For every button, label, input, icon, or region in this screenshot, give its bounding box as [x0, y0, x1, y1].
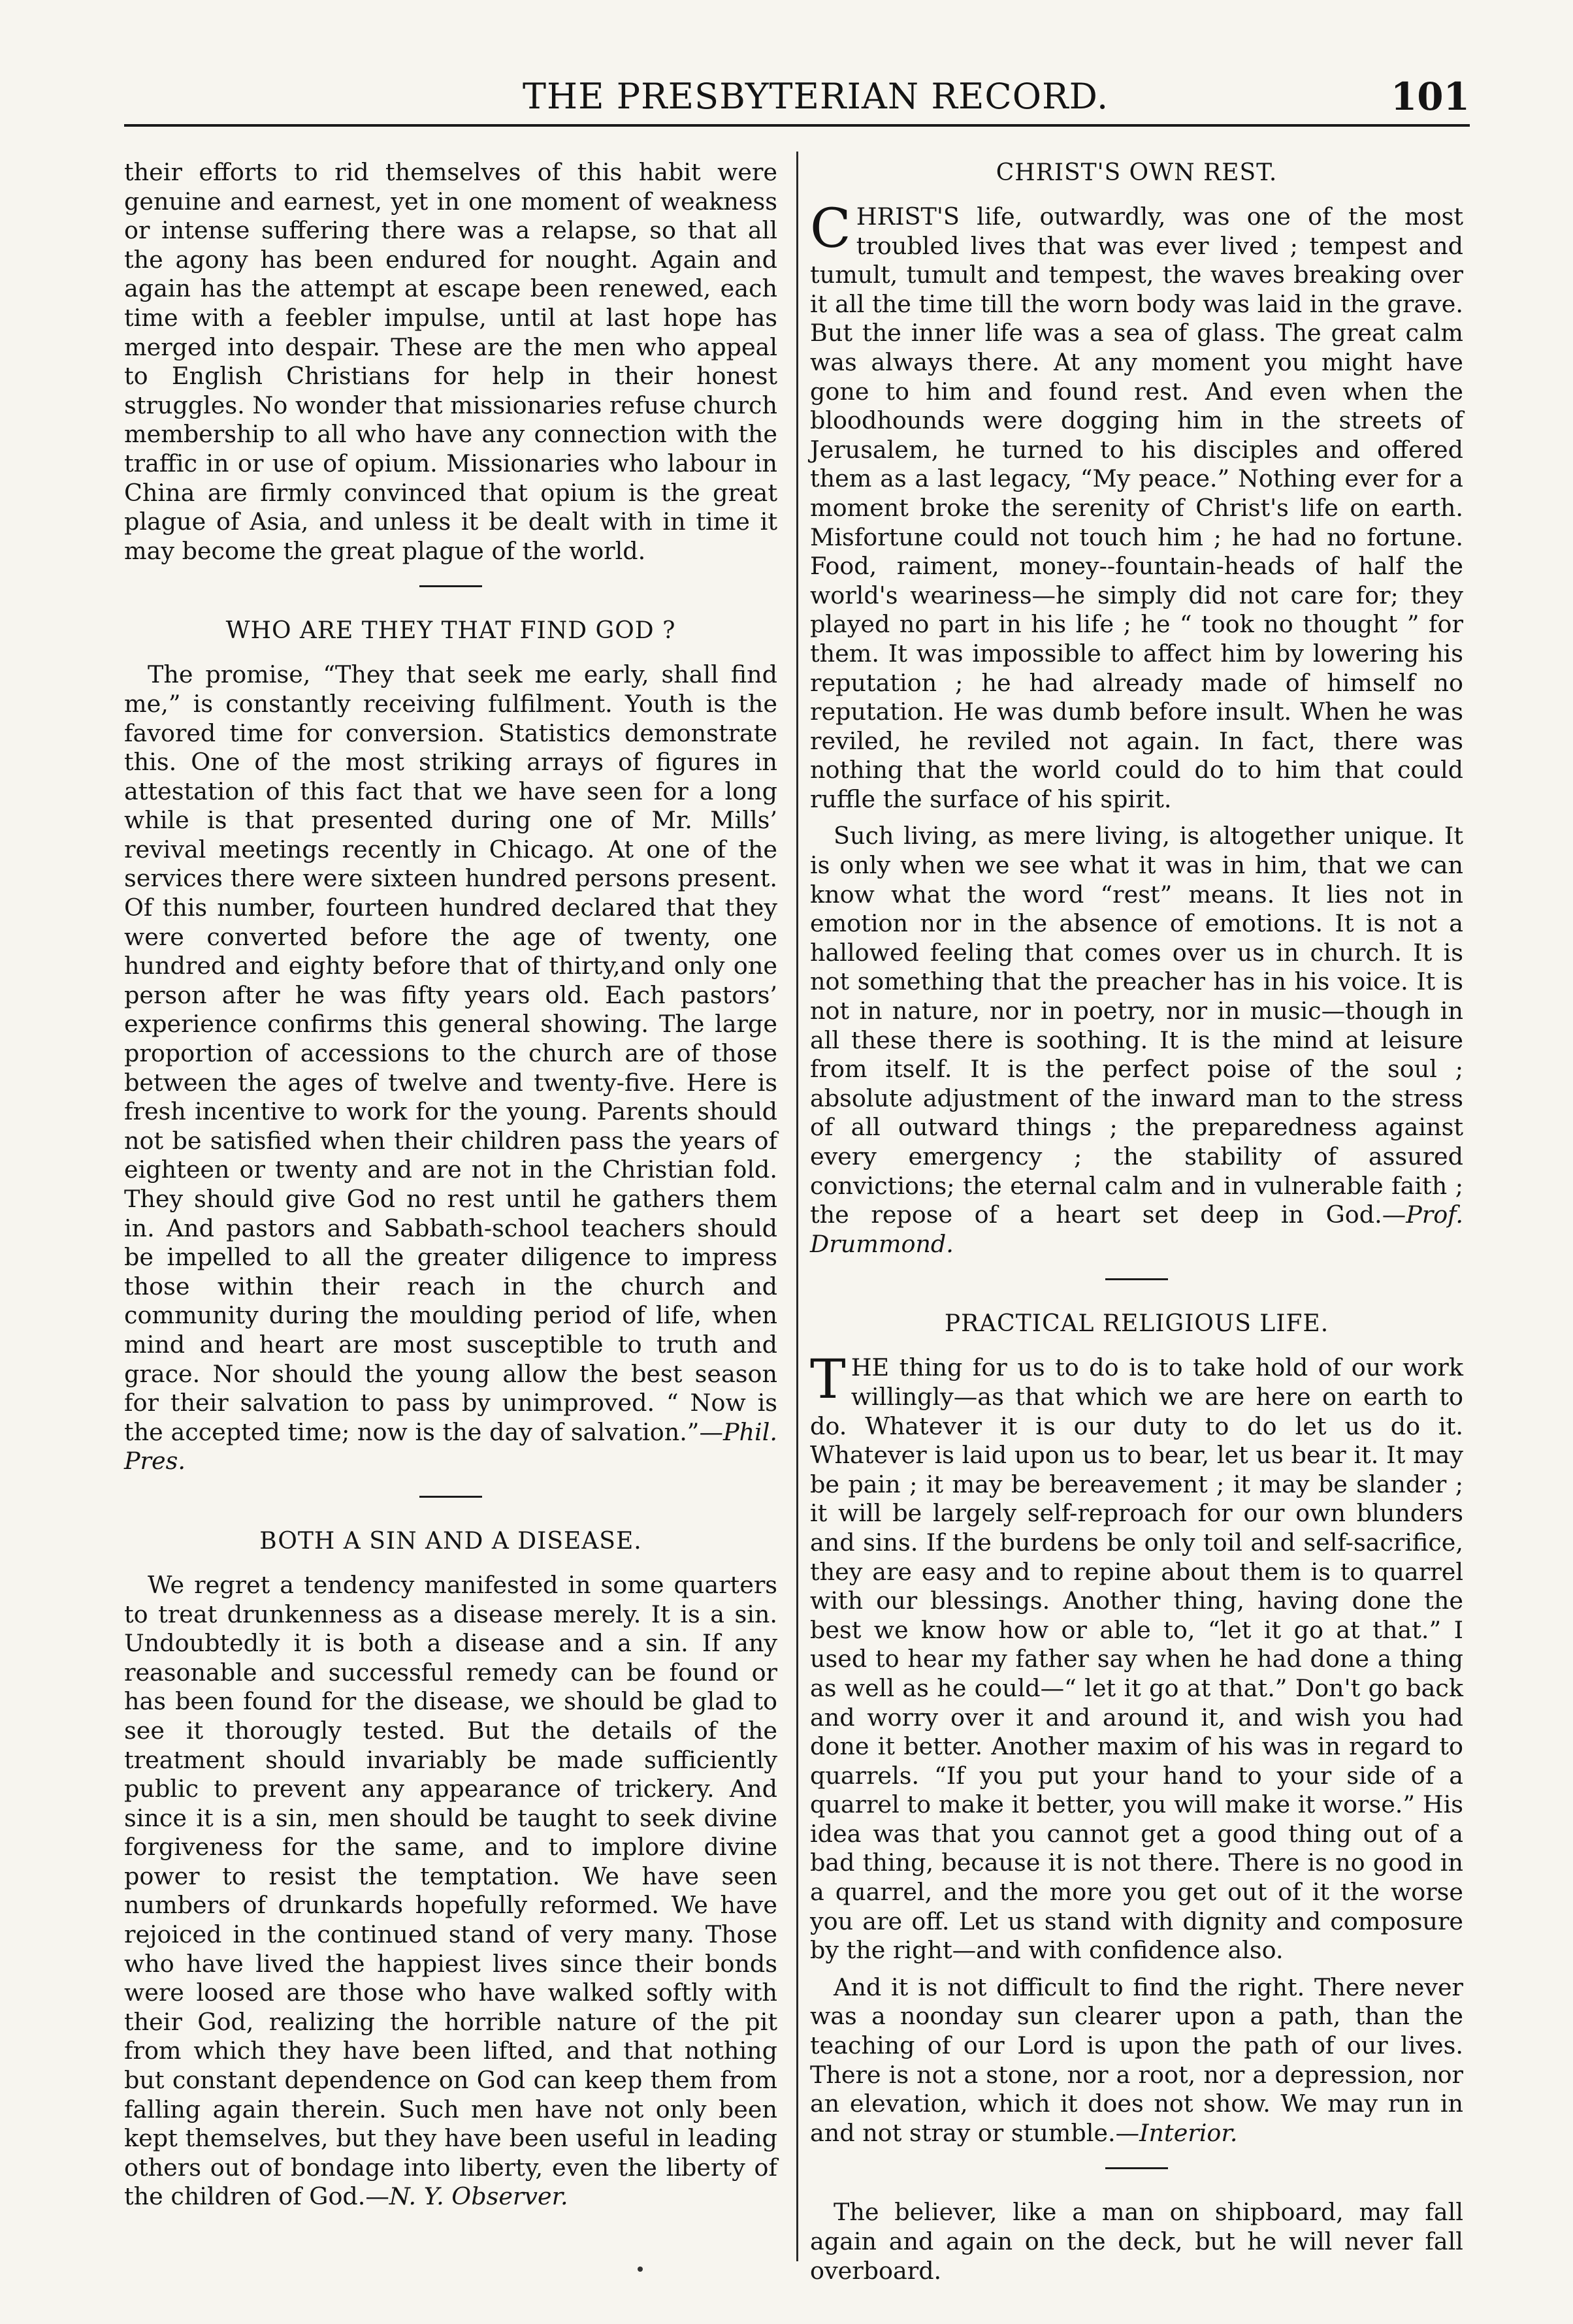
drop-cap-t: T [810, 1349, 846, 1412]
sin-disease-body: We regret a tendency manifested in some quarters to treat drunkenness as a disease merely. It is a sin. Undoubtedly it is both a disease and a sin. If any reasonable and successful remedy can be found or has been found for the disease, we should be glad to see it thorougly tested. But the details of the treatment should invariably be made sufficiently public to prevent any appearance of trickery. And since it is a sin, men should be taught to seek divine forgiveness for the same, and to implore divine power to resist the temptation. We have seen numbers of drunkards hopefully reformed. We have rejoiced in the continued stand of very many. Those who have lived the happiest lives since their bonds were loosed are those who have walked softly with their God, realizing the horrible nature of the pit from which they have been lifted, and that nothing but constant dependence on God can keep them from falling again therein. Such men have not only been kept themselves, but they have been useful in leading others out of bondage into liberty, even the liberty of the children of God.— [124, 1570, 777, 2211]
believer-quote: The believer, like a man on shipboard, may fall again and again on the deck, but he will never fall overboard. [810, 2198, 1463, 2285]
opium-article-continuation: their efforts to rid themselves of this habit were genuine and earnest, yet in one moment of weakness or intense suffering there was a relapse, so that all the agony has been endured for nought. Again and again has the attempt at escape been renewed, each time with a feebler impulse, until at last hope has merged into despair. These are the men who appeal to English Christians for help in their honest struggles. No wonder that missionaries refuse church membership to all who have any connection with the traffic in or use of opium. Missionaries who labour in China are firmly convinced that opium is the great plague of Asia, and unless it be dealt with in time it may become the great plague of the world. [124, 158, 777, 565]
footer-dot [638, 2267, 643, 2272]
left-column [124, 158, 777, 2219]
journal-title: THE PRESBYTERIAN RECORD. [523, 76, 1109, 117]
find-god-body: The promise, “They that seek me early, shall find me,” is constantly receiving fulfilment. Youth is the favored time for conversion. Statistics demonstrate this. One of the most striking arrays of figures in attestation of this fact that we have seen for a long while is that presented during one of Mr. Mills’ revival meetings recently in Chicago. At one of the services there were sixteen hundred persons present. Of this number, fourteen hundred declared that they were converted before the age of twenty, one hundred and eighty before that of thirty,and only one person after he was fifty years old. Each pastors’ experience confirms this general showing. The large proportion of accessions to the church are of those between the ages of twelve and twenty-five. Here is fresh incentive to work for the young. Parents should not be satisfied when their children pass the years of eighteen or twenty and are not in the Christian fold. They should give God no rest until he gathers them in. And pastors and Sabbath-school teachers should be impelled to all the greater diligence to impress those within their reach in the church and community during the moulding period of life, when mind and heart are most susceptible to truth and grace. Nor should the young allow the best season for their salvation to pass by unimproved. “ Now is the accepted time; now is the day of salvation.”— [124, 660, 777, 1446]
christs-rest-body-2: Such living, as mere living, is altogether unique. It is only when we see what it was in him, that we can know what the word “rest” means. It lies not in emotion nor in the absence of emotions. It is not a hallowed feeling that comes over us in church. It is not something that the preacher has in his voice. It is not in nature, nor in poetry, nor in music—though in all these there is soothing. It is the mind at leisure from itself. It is the perfect poise of the soul ; absolute adjustment of the inward man to the stress of all outward things ; the preparedness against every emergency ; the stability of assured convictions; the eternal calm and in vulnerable faith ; the repose of a heart set deep in God.— [810, 822, 1463, 1229]
find-god-attribution: Phil. Pres. [124, 1417, 777, 1476]
page-number: 101 [1390, 74, 1470, 119]
practical-life-body-1: HE thing for us to do is to take hold of our work willingly—as that which we are here on earth to do. Whatever it is our duty to do let us do it. Whatever is laid upon us to bear, let us bear it. It may be pain ; it may be bereavement ; it may be slander ; it will be largely self-reproach for our own blunders and sins. If the burdens be only toil and self-sacrifice, they are easy and to repine about them is to quarrel with our blessings. Another thing, having done the best we know how or able to, “let it go at that.” I used to hear my father say when he had done a thing as well as he could—“ let it go at that.” Don't go back and worry over it and around it, and wish you had done it better. Another maxim of his was in regard to quarrels. “If you put your hand to your side of a quarrel to make it better, you will make it worse.” His idea was that you cannot get a good thing out of a bad thing, because it is not there. There is no good in a quarrel, and the more you get out of it the worse you are off. Let us stand with dignity and composure by the right—and with confidence also. [810, 1353, 1463, 1965]
drop-cap-c: C [810, 198, 851, 260]
practical-life-para-2 [810, 1973, 1463, 2148]
sin-disease-article [124, 1571, 777, 2212]
practical-life-para-1 [810, 1349, 1463, 1965]
page-header [124, 72, 1470, 127]
heading-sin-disease: BOTH A SIN AND A DISEASE. [259, 1527, 642, 1555]
practical-life-body-2: And it is not difficult to find the right. There never was a noonday sun clearer upon a path, than the teaching of our Lord is upon the path of our lives. There is not a stone, nor a root, nor a depression, nor an elevation, which it does not show. We may run in and not stray or stumble.— [810, 1973, 1463, 2147]
section-separator [419, 1496, 482, 1498]
right-column [810, 158, 1463, 2293]
heading-practical-life: PRACTICAL RELIGIOUS LIFE. [944, 1310, 1329, 1338]
find-god-article [124, 660, 777, 1476]
christs-rest-para-2 [810, 822, 1463, 1259]
section-separator [419, 585, 482, 587]
column-divider [796, 152, 798, 2261]
christs-rest-para-1 [810, 198, 1463, 814]
heading-christs-rest: CHRIST'S OWN REST. [996, 159, 1278, 186]
practical-life-attribution: Interior. [1139, 2118, 1238, 2147]
christs-rest-attribution: Prof. Drummond. [810, 1201, 1463, 1258]
sin-disease-attribution: N. Y. Observer. [389, 2182, 568, 2211]
section-separator [1105, 2167, 1168, 2169]
christs-rest-body-1: HRIST'S life, outwardly, was one of the most troubled lives that was ever lived ; tempest and tumult, tumult and tempest, the waves breaking over it all the time till the worn body was laid in the grave. But the inner life was a sea of glass. The great calm was always there. At any moment you might have gone to him and found rest. And even when the bloodhounds were dogging him in the streets of Jerusalem, he turned to his disciples and offered them as a last legacy, “My peace.” Nothing ever for a moment broke the serenity of Christ's life on earth. Misfortune could not touch him ; he had no fortune. Food, raiment, money--fountain-heads of half the world's weariness—he simply did not care for; they played no part in his life ; he “ took no thought ” for them. It was impossible to affect him by lowering his reputation ; he had already made of himself no reputation. He was dumb before insult. When he was reviled, he reviled not again. In fact, there was nothing that the world could do to him that could ruffle the surface of his spirit. [810, 202, 1463, 813]
heading-find-god: WHO ARE THEY THAT FIND GOD ? [225, 617, 676, 645]
section-separator [1105, 1278, 1168, 1280]
